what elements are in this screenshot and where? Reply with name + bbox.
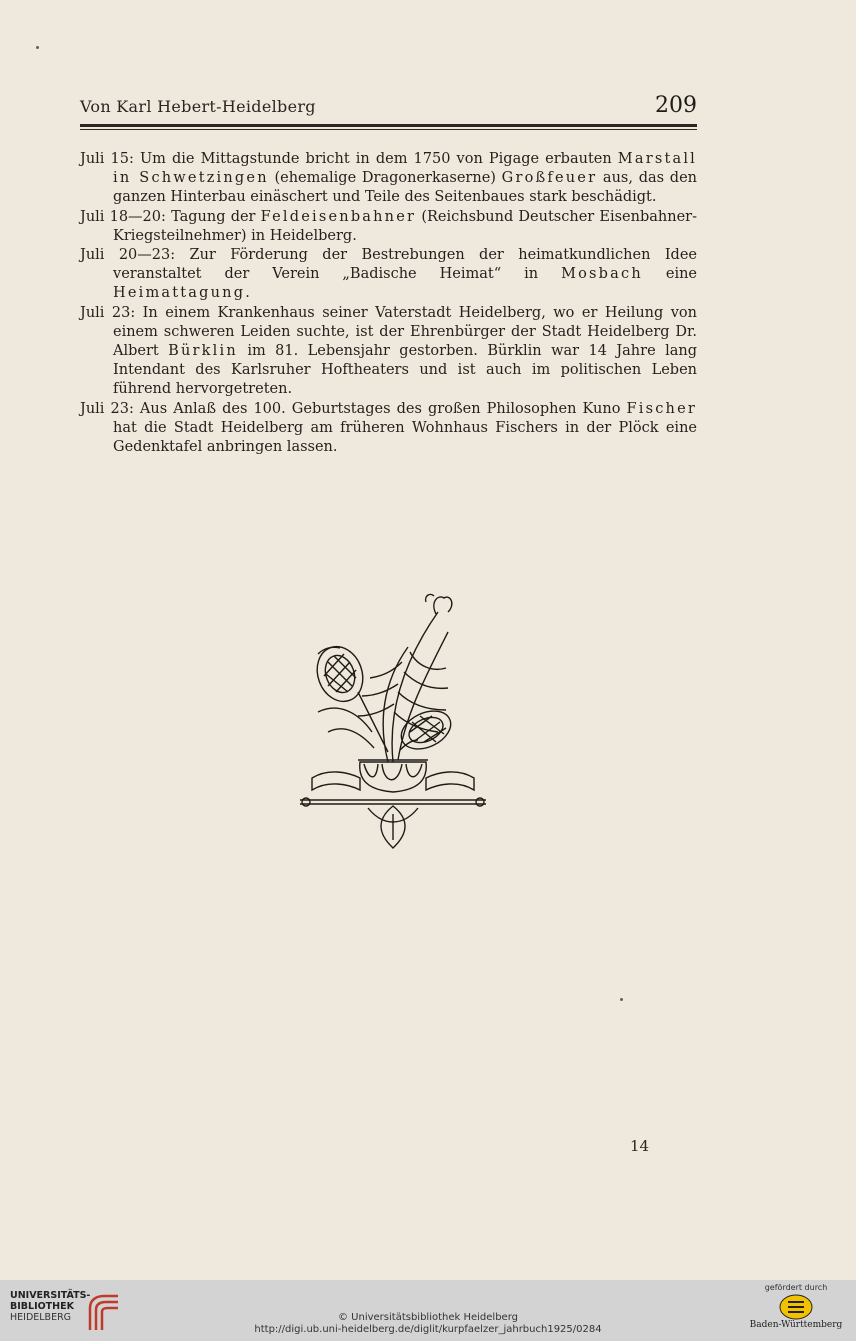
library-name-line: HEIDELBERG	[10, 1312, 72, 1323]
entry-text: (Reichsbund Deutscher Eisenbahner-Kriegsteilnehmer) in Heidelberg.	[113, 208, 697, 244]
source-url-link[interactable]: http://digi.ub.uni-heidelberg.de/diglit/kurpfaelzer_jahrbuch1925/0284	[254, 1323, 602, 1335]
page-header	[80, 93, 697, 125]
chronicle-entries	[80, 150, 697, 457]
header-rule-thick	[80, 124, 697, 127]
entry-text-spaced: Marstall in Schwetzingen	[113, 151, 698, 187]
header-rule-thin	[80, 129, 697, 130]
entry-date: Juli 15:	[80, 151, 134, 167]
entry-date: Juli 18—20:	[80, 208, 166, 225]
entry-date: Juli 23:	[80, 400, 134, 417]
entry-text-spaced: Bürklin	[168, 343, 238, 360]
library-name-line: UNIVERSITÄTS-	[10, 1290, 91, 1301]
paper-speck	[620, 998, 623, 1001]
entry-text-spaced: Heimattagung	[113, 285, 246, 302]
entry-text: im 81. Lebensjahr gestorben. Bürklin war 14 Jahre lang Intendant des Karlsruher Hoftheaters und ist auch im politischen Leben führend hervorgetreten.	[113, 343, 697, 398]
entry-text: hat die Stadt Heidelberg am früheren Wohnhaus Fischers in der Plöck eine Gedenktafel anbringen lassen.	[113, 419, 697, 456]
entry-text-spaced: Fischer	[626, 400, 698, 417]
page-number: 209	[655, 93, 697, 118]
running-head: Von Karl Hebert-Heidelberg	[80, 97, 316, 116]
chronicle-entry	[80, 246, 697, 304]
paper-speck	[36, 46, 39, 49]
entry-text: eine	[642, 266, 697, 283]
baden-wuerttemberg-crest-icon[interactable]	[779, 1294, 813, 1320]
library-name-line: BIBLIOTHEK	[10, 1301, 74, 1312]
signature-mark: 14	[630, 1137, 650, 1155]
chronicle-entry	[80, 150, 697, 208]
entry-text: .	[245, 285, 250, 302]
entry-text: In einem Krankenhaus seiner Vaterstadt Heidelberg, wo er Heilung von einem schweren Leiden suchte, ist der Ehrenbürger der Stadt Heidelberg Dr. Albert	[113, 304, 697, 360]
entry-text-spaced: Feldeisenbahner	[260, 208, 417, 225]
entry-date: Juli 20—23:	[80, 247, 176, 264]
entry-text: Zur Förderung der Bestrebungen der heimatkundlichen Idee veranstaltet der Verein „Badische Heimat“ in	[113, 247, 697, 283]
sponsor-name: Baden-Württemberg	[749, 1320, 843, 1330]
chronicle-entry	[80, 208, 697, 246]
copyright-text: © Universitätsbibliothek Heidelberg	[337, 1312, 518, 1323]
entry-text: Aus Anlaß des 100. Geburtstages des großen Philosophen Kuno	[133, 400, 627, 417]
entry-text-spaced: Mosbach	[561, 266, 643, 283]
chronicle-entry	[80, 304, 697, 400]
entry-text: aus, das den ganzen Hinterbau einäschert und Teile des Seitenbaues stark beschädigt.	[113, 170, 698, 206]
footer-bar	[0, 1280, 856, 1341]
entry-date: Juli 23:	[80, 304, 136, 321]
floral-vignette-ornament	[298, 592, 488, 850]
chronicle-entry	[80, 400, 697, 458]
copyright-notice	[0, 1312, 856, 1335]
sponsor-label: gefördert durch	[764, 1283, 828, 1292]
entry-text: (ehemalige Dragonerkaserne)	[268, 170, 502, 187]
entry-text-spaced: Großfeuer	[501, 170, 598, 187]
sponsor-block	[748, 1283, 844, 1339]
entry-text: Tagung der	[165, 208, 261, 225]
entry-text: Um die Mittagstunde bricht in dem 1750 von Pigage erbauten	[133, 151, 618, 167]
